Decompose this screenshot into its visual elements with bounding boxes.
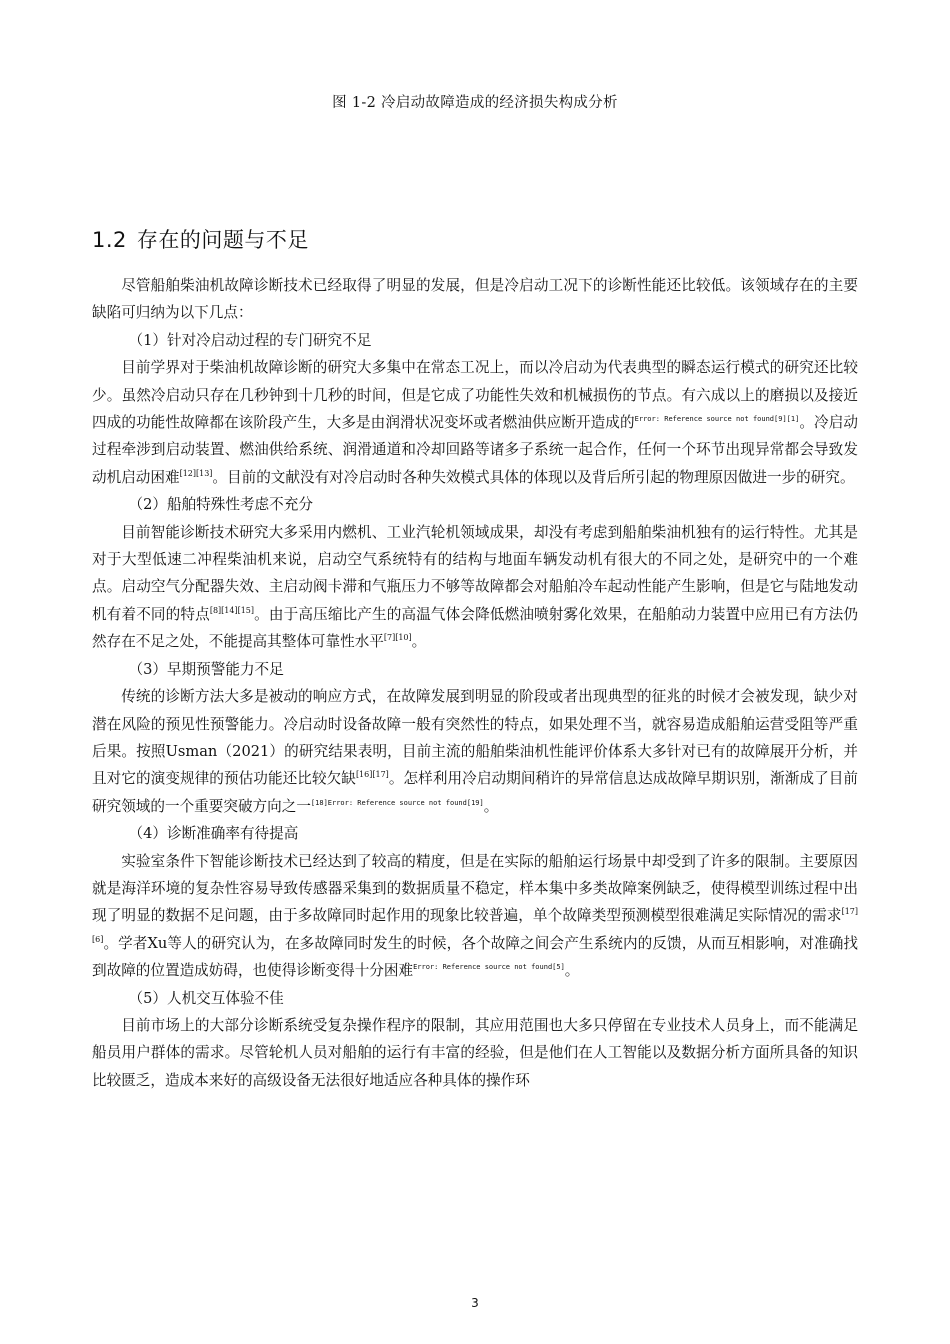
subheading-2: （2）船舶特殊性考虑不充分 (128, 496, 313, 514)
citation: [18]Error: Reference source not found[19] (310, 798, 484, 807)
citation: [8][14][15] (209, 606, 255, 616)
paragraph-4: 实验室条件下智能诊断技术已经达到了较高的精度，但是在实际的船舶运行场景中却受到了许多的限制。主要原因就是海洋环境的复杂性容易导致传感器采集到的数据质量不稳定，样本集中多类故障案例缺乏，使得模型训练过程中出现了明显的数据不足问题，由于多故障同时起作用的现象比较普遍，单个故障类型预测模型很难满足实际情况的需求[17][6]。学者Xu等人的研究认为，在多故障同时发生的时候，各个故障之间会产生系统内的反馈，从而互相影响，对准确找到故障的位置造成妨碍，也使得诊断变得十分困难$^{Error: Reference source not found[5]}$。 (92, 852, 858, 980)
body-text (92, 272, 858, 1094)
section-number: 1.2 (92, 228, 127, 252)
page-number: 3 (471, 1296, 479, 1310)
citation: [7][10] (383, 633, 412, 643)
section-heading (92, 224, 309, 254)
citation: [17][6] (92, 907, 858, 944)
subheading-3: （3）早期预警能力不足 (128, 660, 284, 678)
section-title: 存在的问题与不足 (136, 228, 309, 252)
subheading-5: （5）人机交互体验不佳 (128, 989, 284, 1007)
citation: Error: Reference source not found[9][1] (634, 415, 800, 424)
paragraph-2: 目前智能诊断技术研究大多采用内燃机、工业汽轮机领域成果，却没有考虑到船舶柴油机独有的运行特性。尤其是对于大型低速二冲程柴油机来说，启动空气系统特有的结构与地面车辆发动机有很大的不同之处，是研究中的一个难点。启动空气分配器失效、主启动阀卡滞和气瓶压力不够等故障都会对船舶冷车起动性能产生影响，但是它与陆地发动机有着不同的特点[8][14][15]。由于高压缩比产生的高温气体会降低燃油喷射雾化效果，在船舶动力装置中应用已有方法仍然存在不足之处，不能提高其整体可靠性水平[7][10]。 (92, 523, 858, 651)
intro-paragraph: 尽管船舶柴油机故障诊断技术已经取得了明显的发展，但是冷启动工况下的诊断性能还比较低。该领域存在的主要缺陷可归纳为以下几点： (92, 277, 858, 322)
citation: Error: Reference source not found[5] (413, 963, 565, 972)
paragraph-1: 目前学界对于柴油机故障诊断的研究大多集中在常态工况上，而以冷启动为代表典型的瞬态运行模式的研究还比较少。虽然冷启动只存在几秒钟到十几秒的时间，但是它成了功能性失效和机械损伤的节点。有六成以上的磨损以及接近四成的功能性故障都在该阶段产生，大多是由润滑状况变坏或者燃油供应断开造成的$^{Error: Reference source not found[9][1]}$。冷启动过程牵涉到启动装置、燃油供给系统、润滑通道和冷却回路等诸多子系统一起合作，任何一个环节出现异常都会导致发动机启动困难[12][13]。目前的文献没有对冷启动时各种失效模式具体的体现以及背后所引起的物理原因做进一步的研究。 (92, 359, 858, 486)
paragraph-3: 传统的诊断方法大多是被动的响应方式，在故障发展到明显的阶段或者出现典型的征兆的时候才会被发现，缺少对潜在风险的预见性预警能力。冷启动时设备故障一般有突然性的特点，如果处理不当，就容易造成船舶运营受阻等严重后果。按照Usman（2021）的研究结果表明，目前主流的船舶柴油机性能评价体系大多针对已有的故障展开分析，并且对它的演变规律的预估功能还比较欠缺[16][17]。怎样利用冷启动期间稍许的异常信息达成故障早期识别，渐渐成了目前研究领域的一个重要突破方向之一[18]Error: Reference source not found[19]。 (92, 688, 858, 815)
figure-caption: 图 1-2 冷启动故障造成的经济损失构成分析 (332, 95, 618, 111)
subheading-4: （4）诊断准确率有待提高 (128, 825, 299, 843)
subheading-1: （1）针对冷启动过程的专门研究不足 (128, 331, 372, 349)
paragraph-5: 目前市场上的大部分诊断系统受复杂操作程序的限制，其应用范围也大多只停留在专业技术人员身上，而不能满足船员用户群体的需求。尽管轮机人员对船舶的运行有丰富的经验，但是他们在人工智能以及数据分析方面所具备的知识比较匮乏，造成本来好的高级设备无法很好地适应各种具体的操作环 (92, 1016, 858, 1089)
citation: [16][17] (355, 770, 389, 780)
citation: [12][13] (179, 468, 213, 478)
